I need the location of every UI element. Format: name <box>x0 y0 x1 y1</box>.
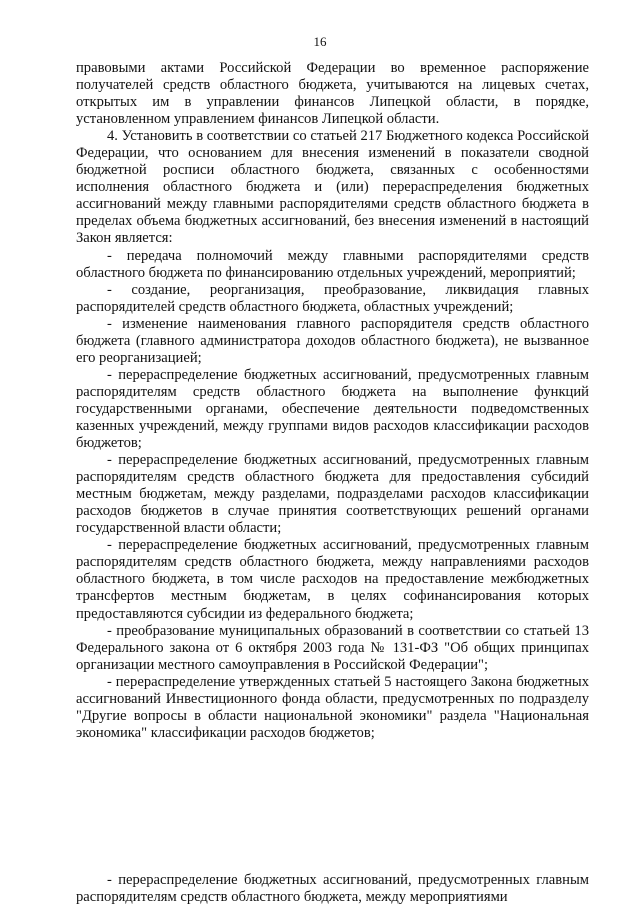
list-item: - перераспределение бюджетных ассигнований, предусмотренных главным распорядителям средств областного бюджета для предоставления субсидий местным бюджетам, между разделами, подразделами расходов классификации расходов бюджетов в случае принятия соответствующих решений органами государственной власти области; <box>76 452 589 537</box>
list-item: - преобразование муниципальных образований в соответствии со статьей 13 Федерального закона от 6 октября 2003 года № 131-ФЗ "Об общих принципах организации местного самоуправления в Российской Федерации"; <box>76 622 589 673</box>
blank-gap <box>76 742 589 872</box>
list-item: - создание, реорганизация, преобразование, ликвидация главных распорядителей средств областного бюджета, областных учреждений; <box>76 281 589 315</box>
list-item: - перераспределение бюджетных ассигнований, предусмотренных главным распорядителям средств областного бюджета, между мероприятиями <box>76 871 589 905</box>
list-item: - изменение наименования главного распорядителя средств областного бюджета (главного администратора доходов областного бюджета), не вызванное его реорганизацией; <box>76 315 589 366</box>
list-item: - перераспределение утвержденных статьей 5 настоящего Закона бюджетных ассигнований Инвестиционного фонда области, предусмотренных по подразделу "Другие вопросы в области национальной экономики" раздела "Национальная экономика" классификации расходов бюджетов; <box>76 673 589 741</box>
paragraph-article-4: 4. Установить в соответствии со статьей 217 Бюджетного кодекса Российской Федерации, что основанием для внесения изменений в показатели сводной бюджетной росписи областного бюджета, связанных с особенностями исполнения областного бюджета и (или) перераспределения бюджетных ассигнований между главными распорядителями средств областного бюджета в пределах объема бюджетных ассигнований, без внесения изменений в настоящий Закон является: <box>76 128 589 247</box>
page-number: 16 <box>313 34 327 49</box>
list-item: - передача полномочий между главными распорядителями средств областного бюджета по финансированию отдельных учреждений, мероприятий; <box>76 247 589 281</box>
paragraph-continuation: правовыми актами Российской Федерации во временное распоряжение получателей средств областного бюджета, учитываются на лицевых счетах, открытых им в управлении финансов Липецкой области, в порядке, установленном управлением финансов Липецкой области. <box>76 60 589 128</box>
list-item: - перераспределение бюджетных ассигнований, предусмотренных главным распорядителям средств областного бюджета, между направлениями расходов областного бюджета, в том числе расходов на предоставление межбюджетных трансфертов местным бюджетам, в целях софинансирования которых предоставляются субсидии из федерального бюджета; <box>76 537 589 622</box>
document-body <box>76 60 589 906</box>
list-item: - перераспределение бюджетных ассигнований, предусмотренных главным распорядителям средств областного бюджета на выполнение функций государственными органами, обеспечение деятельности подведомственных казенных учреждений, между группами видов расходов классификации расходов бюджетов; <box>76 366 589 452</box>
